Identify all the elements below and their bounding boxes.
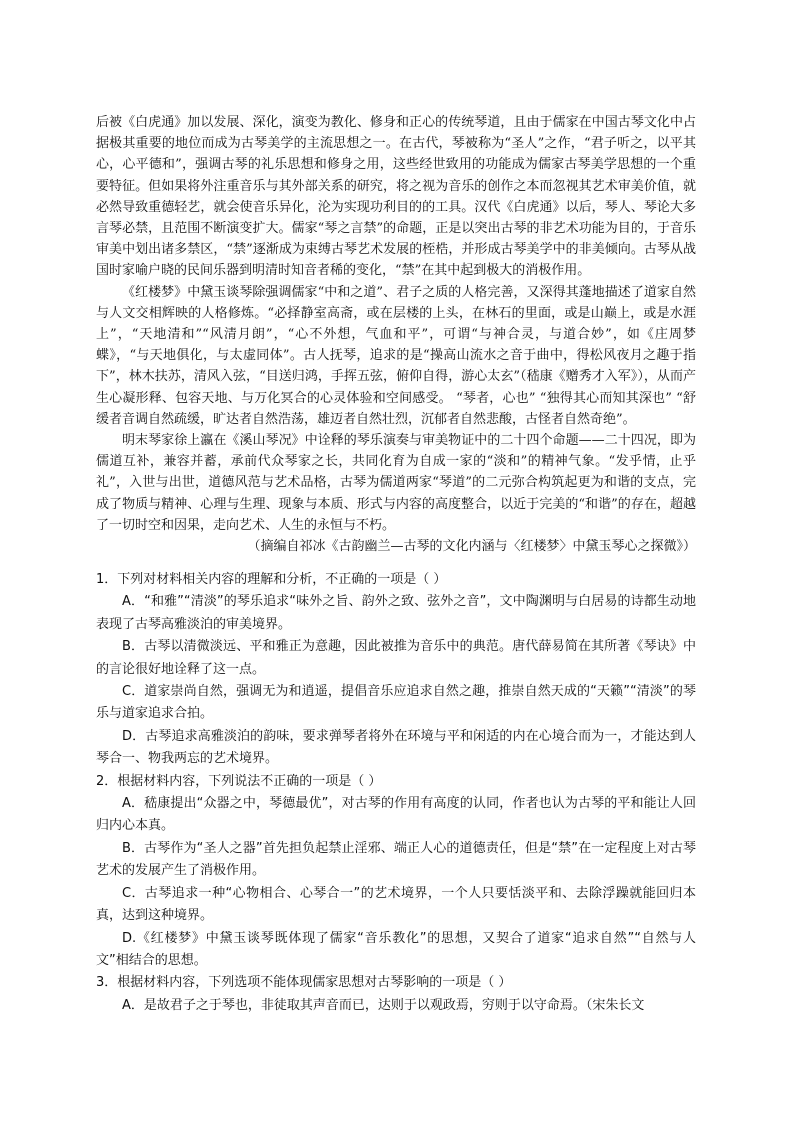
passage-source: （摘编自祁冰《古韵幽兰—古琴的文化内涵与〈红楼梦〉中黛玉琴心之探微》） [247,539,696,555]
question-option: A．嵇康提出“众器之中，琴德最优”，对古琴的作用有高度的认同，作者也认为古琴的平和能让人回归内心本真。 [96,796,696,834]
question-option: A．是故君子之于琴也，非徒取其声音而已，达则于以观政焉，穷则于以守命焉。（宋朱长文 [122,997,645,1013]
question-option: C．古琴追求一种“心物相合、心琴合一”的艺术境界，一个人只要恬淡平和、去除浮躁就能回归本真，达到这种境界。 [96,885,696,924]
question-option: D.《红楼梦》中黛玉谈琴既体现了儒家“音乐教化”的思想，又契合了道家“追求自然”“自然与人文”相结合的思想。 [96,930,696,968]
passage-paragraph: 明末琴家徐上瀛在《溪山琴况》中诠释的琴乐演奏与审美物证中的二十四个命题——二十四况，即为儒道互补，兼容并蓄，承前代众琴家之长，共同化育为自成一家的“淡和”的精神气象。“发乎情，止乎礼”，入世与出世，道德风范与艺术品格，古琴为儒道两家“琴道”的二元弥合构筑起更为和谐的支点，完成了物质与精神、心理与生理、现象与本质、形式与内容的高度整合，以近于完美的“和谐”的存在，超越了一切时空和因果，走向艺术、人生的永恒与不朽。 [96,433,696,533]
passage-paragraph: 后被《白虎通》加以发展、深化，演变为教化、修身和正心的传统琴道，且由于儒家在中国古琴文化中占据极其重要的地位而成为古琴美学的主流思想之一。在古代，琴被称为“圣人”之作，“君子听之，以平其心，心平德和”，强调古琴的礼乐思想和修身之用，这些经世致用的功能成为儒家古琴美学思想的一个重要特征。但如果将外注重音乐与其外部关系的研究，将之视为音乐的创作之本而忽视其艺术审美价值，就必然导致重德轻艺，就会使音乐异化，沦为实现功利目的的工具。汉代《白虎通》以后，琴人、琴论大多言琴必禁，且范围不断演变扩大。儒家“琴之言禁”的命题，正是以突出古琴的非艺术功能为目的，于音乐审美中划出诸多禁区，“禁”逐渐成为束缚古琴艺术发展的桎梏，并形成古琴美学中的非美倾向。古琴从战国时家喻户晓的民间乐器到明清时知音者稀的变化，“禁”在其中起到极大的消极作用。 [96,115,696,279]
question-list [96,569,696,1017]
question-stem: 2．根据材料内容，下列说法不正确的一项是（ ） [96,773,382,789]
reading-passage [96,112,696,557]
question-option: B．古琴作为“圣人之器”首先担负起禁止淫邪、端正人心的道德责任，但是“禁”在一定程度上对古琴艺术的发展产生了消极作用。 [96,840,696,879]
question-stem: 1．下列对材料相关内容的理解和分析，不正确的一项是（ ） [96,572,447,587]
question-option: C．道家崇尚自然，强调无为和逍遥，提倡音乐应追求自然之趣，推崇自然天成的“天籁”“清淡”的琴乐与道家追求合拍。 [96,684,696,722]
passage-paragraph: 《红楼梦》中黛玉谈琴除强调儒家“中和之道”、君子之质的人格完善，又深得其蓬地描述了道家自然与人文交相辉映的人格修炼。“必择静室高斋，或在层楼的上头，在林石的里面，或是山巅上，或是水涯上”，“天地清和”“风清月朗”，“心不外想，气血和平”，可谓“与神合灵，与道合妙”，如《庄周梦蝶》，“与天地俱化，与太虚同体”。古人抚琴，追求的是“操高山流水之音于曲中，得松风夜月之趣于指下”，林木扶苏，清风入弦，“目送归鸿，手挥五弦，俯仰自得，游心太玄”（嵇康《赠秀才入军》），从而产生心凝形释、包容天地、与万化冥合的心灵体验和空间感受。 “琴者，心也” “独得其心而知其深也” “舒缓者音调自然疏缓，旷达者自然浩荡，雄迈者自然壮烈，沉郁者自然悲酸，古怪者自然奇绝”。 [96,284,696,427]
question-option: A．“和雅”“清淡”的琴乐追求“味外之旨、韵外之致、弦外之音”，文中陶渊明与白居易的诗都生动地表现了古琴高雅淡泊的审美境界。 [96,594,696,632]
question-option: D．古琴追求高雅淡泊的韵味，要求弹琴者将外在环境与平和闲适的内在心境合而为一，才能达到人琴合一、物我两忘的艺术境界。 [96,728,696,767]
question-option: B．古琴以清微淡远、平和雅正为意趣，因此被推为音乐中的典范。唐代薛易简在其所著《琴诀》中的言论很好地诠释了这一点。 [96,639,696,677]
question-stem: 3．根据材料内容，下列选项不能体现儒家思想对古琴影响的一项是（ ） [96,975,512,991]
